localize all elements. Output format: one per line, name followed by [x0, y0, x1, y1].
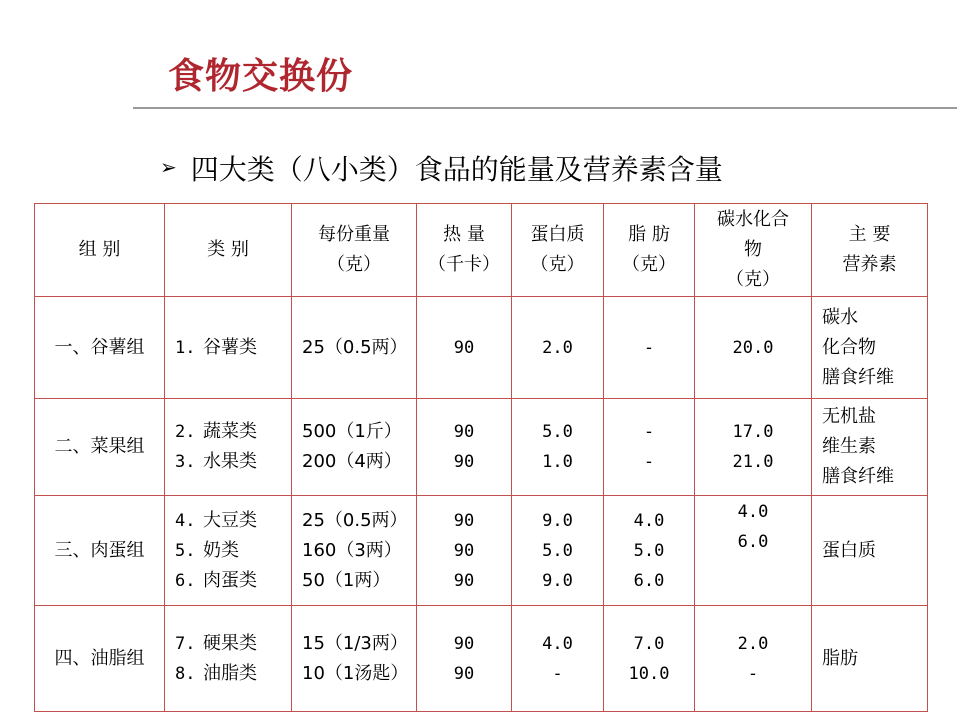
header-protein: 蛋白质 （克） [512, 204, 604, 297]
fat-cell: - - [604, 399, 695, 496]
header-group: 组 别 [35, 204, 165, 297]
protein-cell: 2.0 [512, 297, 604, 399]
carb-cell: 4.0 6.0 [695, 496, 812, 606]
weight-cell: 25（0.5两） 160（3两） 50（1两） [292, 496, 417, 606]
nutrient-cell: 脂肪 [812, 606, 928, 712]
group-cell: 二、菜果组 [35, 399, 165, 496]
table-row [35, 399, 928, 496]
arrow-bullet-icon: ➢ [160, 155, 177, 179]
title-divider [133, 107, 957, 109]
category-cell: 1. 谷薯类 [165, 297, 292, 399]
category-cell: 2. 蔬菜类 3. 水果类 [165, 399, 292, 496]
slide-title: 食物交换份 [168, 56, 354, 97]
carb-cell: 2.0 - [695, 606, 812, 712]
weight-cell: 15（1/3两） 10（1汤匙） [292, 606, 417, 712]
fat-cell: 7.0 10.0 [604, 606, 695, 712]
nutrient-cell: 蛋白质 [812, 496, 928, 606]
header-fat: 脂 肪 （克） [604, 204, 695, 297]
protein-cell: 4.0 - [512, 606, 604, 712]
table-row [35, 496, 928, 606]
header-category: 类 别 [165, 204, 292, 297]
fat-cell: 4.0 5.0 6.0 [604, 496, 695, 606]
subtitle-text: 四大类（八小类）食品的能量及营养素含量 [190, 153, 723, 186]
energy-cell: 90 90 [417, 606, 512, 712]
protein-cell: 5.0 1.0 [512, 399, 604, 496]
energy-cell: 90 [417, 297, 512, 399]
category-cell: 7. 硬果类 8. 油脂类 [165, 606, 292, 712]
energy-cell: 90 90 [417, 399, 512, 496]
header-weight: 每份重量 （克） [292, 204, 417, 297]
nutrient-cell: 无机盐 维生素 膳食纤维 [812, 399, 928, 496]
header-carb: 碳水化合 物 （克） [695, 204, 812, 297]
header-row [35, 204, 928, 297]
table-row [35, 606, 928, 712]
category-cell: 4. 大豆类 5. 奶类 6. 肉蛋类 [165, 496, 292, 606]
carb-cell: 20.0 [695, 297, 812, 399]
header-nutrient: 主 要 营养素 [812, 204, 928, 297]
nutrition-table [34, 203, 928, 712]
weight-cell: 25（0.5两） [292, 297, 417, 399]
table-row [35, 297, 928, 399]
energy-cell: 90 90 90 [417, 496, 512, 606]
group-cell: 一、谷薯组 [35, 297, 165, 399]
carb-cell: 17.0 21.0 [695, 399, 812, 496]
protein-cell: 9.0 5.0 9.0 [512, 496, 604, 606]
group-cell: 四、油脂组 [35, 606, 165, 712]
weight-cell: 500（1斤） 200（4两） [292, 399, 417, 496]
nutrient-cell: 碳水 化合物 膳食纤维 [812, 297, 928, 399]
subtitle [160, 148, 723, 188]
fat-cell: - [604, 297, 695, 399]
header-energy: 热 量 （千卡） [417, 204, 512, 297]
group-cell: 三、肉蛋组 [35, 496, 165, 606]
